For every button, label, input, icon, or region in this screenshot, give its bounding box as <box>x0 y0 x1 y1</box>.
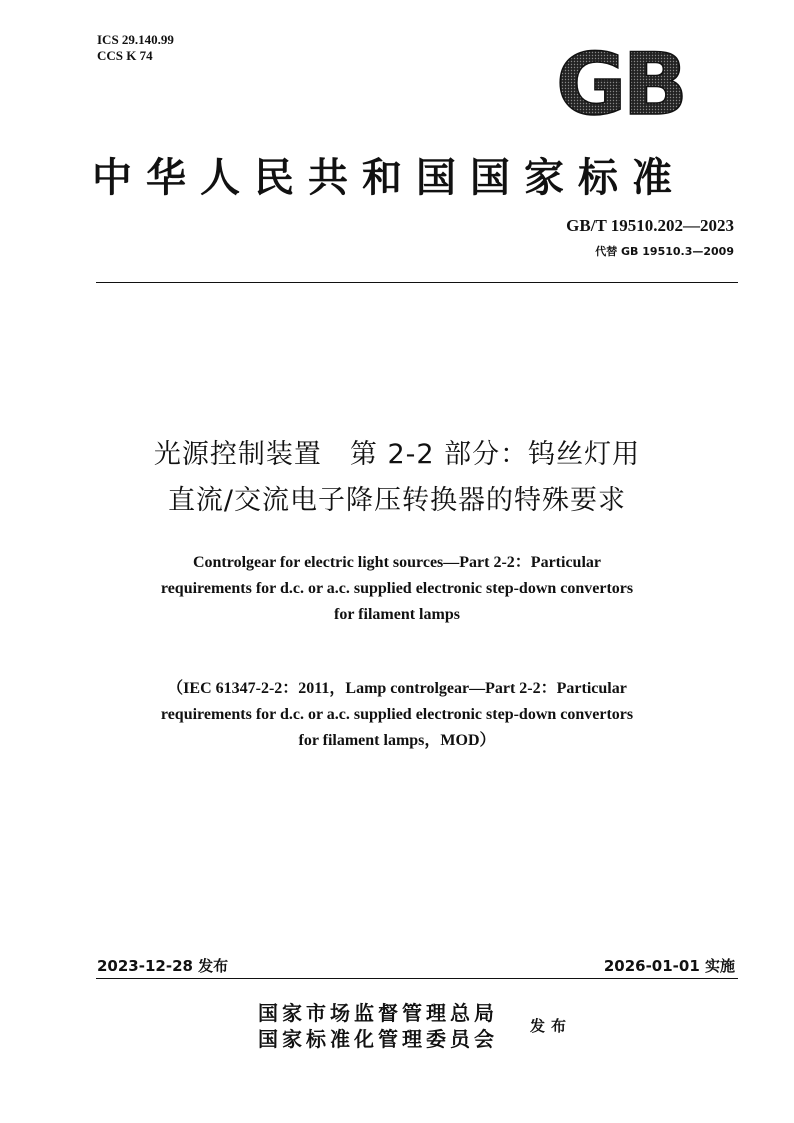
publish-label: 发布 <box>530 1017 573 1035</box>
english-title-line-2: requirements for d.c. or a.c. supplied electronic step-down convertors <box>160 580 634 597</box>
gb-logo-text: GB <box>555 42 685 122</box>
classification-codes <box>97 32 174 64</box>
iec-reference-line-2: requirements for d.c. or a.c. supplied electronic step-down convertors <box>160 706 634 723</box>
standard-number: GB/T 19510.202—2023 <box>566 216 734 235</box>
english-title-line-3: for filament lamps <box>334 606 460 623</box>
iec-reference-line-1: （IEC 61347-2-2：2011，Lamp controlgear—Part 2-2：Particular <box>167 680 627 697</box>
replaces-note: 代替 GB 19510.3—2009 <box>595 245 734 258</box>
chinese-title <box>0 432 794 524</box>
standard-name: 中华人民共和国国家标准 <box>92 154 686 201</box>
chinese-title-line-1: 光源控制装置 第 2-2 部分：钨丝灯用 <box>153 439 641 470</box>
footer-divider <box>96 978 738 979</box>
iec-reference-line-3: for filament lamps，MOD） <box>298 732 496 749</box>
issuing-bodies <box>258 1000 498 1052</box>
english-title <box>0 550 794 628</box>
english-title-line-1: Controlgear for electric light sources—Part 2-2：Particular <box>192 554 602 571</box>
ccs-code: CCS K 74 <box>97 48 153 63</box>
chinese-title-line-2: 直流/交流电子降压转换器的特殊要求 <box>167 485 627 516</box>
ics-code: ICS 29.140.99 <box>97 32 174 47</box>
iec-reference <box>0 676 794 754</box>
issuer-samr: 国家市场监督管理总局 <box>258 1001 498 1025</box>
issuer-sac: 国家标准化管理委员会 <box>258 1027 498 1051</box>
implementation-date: 2026-01-01 实施 <box>603 957 735 975</box>
issue-date: 2023-12-28 发布 <box>97 957 229 975</box>
gb-logo <box>540 42 700 122</box>
header-divider <box>96 282 738 283</box>
